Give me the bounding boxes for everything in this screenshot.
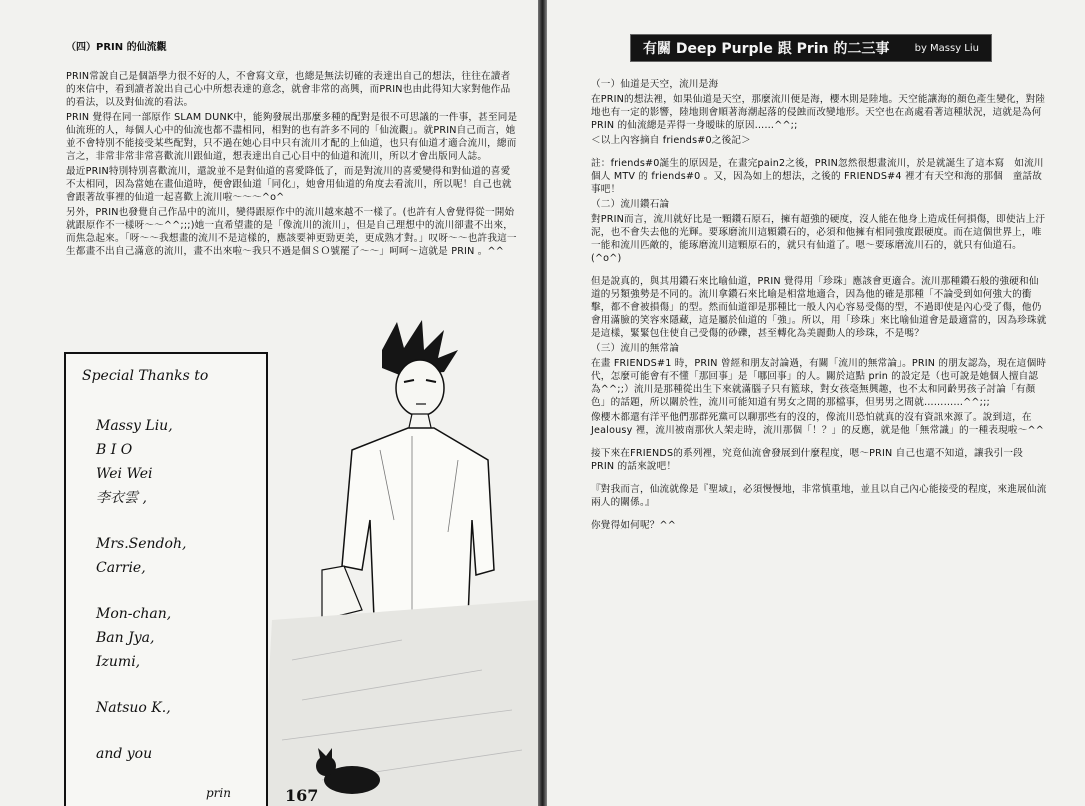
manga-character-illustration [262,320,538,806]
special-thanks-list [96,414,186,766]
left-paragraph-4: 另外，PRIN也發覺自己作品中的流川，變得跟原作中的流川越來越不一樣了。(也許有人會覺得從一開始就跟原作不一樣呀～～^^;;;)她一直希望畫的是「像流川的流川」，但是自己理想中的流川卻畫不出來，而焦急起來。「呀～～我想畫的流川不是這樣的，應該要神更勁更美，更成熟才對。」叹呀～～也許我這一生都畫不出自己滿意的流川，畫不出來啦～我只不過是個ＳＯ號罷了～～」呵呵～這就是 PRIN 。^^ [66,207,517,257]
section-heading: （三）流川的無常論 [591,343,680,354]
book-gutter [538,0,547,806]
right-page-body [591,78,1047,534]
right-paragraph: 你覺得如何呢？^^ [591,520,677,531]
footnote: 註：friends#0誕生的原因是，在畫完pain2之後，PRIN忽然很想畫流川，於是就誕生了這本寫 如流川個人 MTV 的 friends#0 。又，因為如上的想法，之後的 FRIENDS#4 裡才有天空和海的那個 童話故事吧！ [591,158,1044,195]
left-page [0,0,538,806]
section-heading: （一）仙道是天空，流川是海 [591,79,719,90]
right-page [547,0,1085,806]
article-title: 有關 Deep Purple 跟 Prin 的二三事 [643,41,890,57]
section-heading: （二）流川鑽石論 [591,199,670,210]
thanks-name: Carrie, [96,560,146,576]
thanks-name: Massy Liu, [96,418,173,434]
right-paragraph: ＜以上內容摘自 friends#0之後記＞ [591,135,751,146]
thanks-name: B I O [96,442,133,458]
left-paragraph-3: 最近PRIN特別特別喜歡流川，還說並不是對仙道的喜愛降低了，而是對流川的喜愛變得和對仙道的喜愛不太相同，因為當她在畫仙道時，便會跟仙道「同化」，她會用仙道的角度去看流川，所以呢！自己也就會跟著故事裡的仙道一起喜歡上流川啦～～～^o^ [66,166,512,203]
left-page-body [66,70,520,260]
special-thanks-box [64,352,268,806]
right-paragraph: 對PRIN而言，流川就好比是一顆鑽石原石，擁有超強的硬度，沒人能在他身上造成任何損傷，即使沾上汙泥，也不會失去他的光輝。要琢磨流川這顆鑽石的，必須和他擁有相同強度跟硬度。而在這個世界上，唯一能和流川匹敵的，能琢磨流川這顆原石的，就只有仙道了。嗯～要琢磨流川石的，就只有仙道石。(^o^) [591,214,1046,264]
left-paragraph-2: PRIN 覺得在同一部原作 SLAM DUNK中，能夠發展出那麼多種的配對是很不可思議的一件事，甚至同是仙流班的人，每個人心中的仙流也都不盡相同，相對的也有許多不同的「仙流觀」。就PRIN自己而言，她並不會特別不能接受某些配對，只不過在她心目中只有流川才配的上仙道，也只有仙道才適合流川，總而言之，非常非常非常喜歡流川跟仙道，想表達出自己心目中的仙道和流川，所以才會出版同人誌。 [66,112,518,162]
right-paragraph: 在PRIN的想法裡，如果仙道是天空，那麼流川便是海，櫻木則是陸地。天空能讓海的顏色產生變化，對陸地也有一定的影響，陸地則會順著海潮起落的侵蝕而改變地形。天空也在高處看著這種狀況，這就是為何 PRIN 的仙流總是弄得一身暧昧的原因……^^;; [591,94,1046,131]
right-paragraph: 像櫻木都還有洋平他們那群死黨可以聊那些有的沒的，像流川恐怕就真的沒有資訊來源了。說到這，在 Jealousy 裡，流川被南那伙人架走時，流川那個「！？」的反應，就是他「無常識」的一種表現啦～^^ [591,412,1044,436]
right-paragraph: 但是說真的，與其用鑽石來比喻仙道，PRIN 覺得用「珍珠」應該會更適合。流川那種鑽石般的強硬和仙道的另類強勢是不同的。流川拿鑽石來比喻是相當地適合，因為他的確是那種「不論受到如何強大的衝擊，都不會被損傷」的型。然而仙道卻是那種比一般人內心容易受傷的型，不過即使是內心受了傷，他仍會用滿臉的笑容來隱藏，這是屬於仙道的「強」。所以，用「珍珠」來比喻仙道會是最適當的，因為珍珠就是這樣，緊緊包住使自己受傷的砂礫，甚至轉化為美麗動人的珍珠，不是嗎？ [591,276,1047,339]
thanks-name: Izumi, [96,654,141,670]
thanks-name: Natsuo K., [96,700,171,716]
thanks-name: Wei Wei [96,466,153,482]
right-paragraph: 接下來在FRIENDS的系列裡，究竟仙流會發展到什麼程度，嗯～PRIN 自己也還不知道，讓我引一段 PRIN 的話來說吧！ [591,448,1024,472]
thanks-name: Ban Jya, [96,630,155,646]
special-thanks-title: Special Thanks to [82,368,209,384]
right-paragraph: 在畫 FRIENDS#1 時，PRIN 曾經和朋友討論過，有關「流川的無常論」。PRIN 的朋友認為，現在這個時代，怎麼可能會有不懂「那回事」是「哪回事」的人。關於這點 prin 的設定是（也可說是她個人擅自認為^^;;）流川是那種從出生下來就滿腦子只有籃球，對女孩毫無興趣，也不太和同齡男孩子討論「有顏色」的話題，所以關於性，流川可能知道有男女之間的那檔事，但男男之間就…………^^;;; [591,358,1047,408]
left-paragraph-1: PRIN常說自己是個語學力很不好的人，不會寫文章，也總是無法切確的表達出自己的想法，往往在讀者的來信中，看到讀者說出自己心中所想表達的意念，就會非常的高興，而PRIN也由此得知大家對他作品的看法，以及對仙流的看法。 [66,71,511,108]
author-signature: prin [206,786,231,800]
thanks-name: Mrs.Sendoh, [96,536,187,552]
article-byline: by Massy Liu [914,42,979,54]
right-paragraph: 『對我而言，仙流就像是『聖域』，必須慢慢地，非常慎重地，並且以自己內心能接受的程度，來進展仙流兩人的關係。』 [591,484,1047,508]
left-page-heading: （四）PRIN 的仙流觀 [66,42,167,53]
page-number: 167 [285,786,319,805]
thanks-name: Mon-chan, [96,606,172,622]
thanks-name: 李衣雲 , [96,490,147,506]
thanks-name: and you [96,746,153,762]
article-title-bar [630,34,992,62]
